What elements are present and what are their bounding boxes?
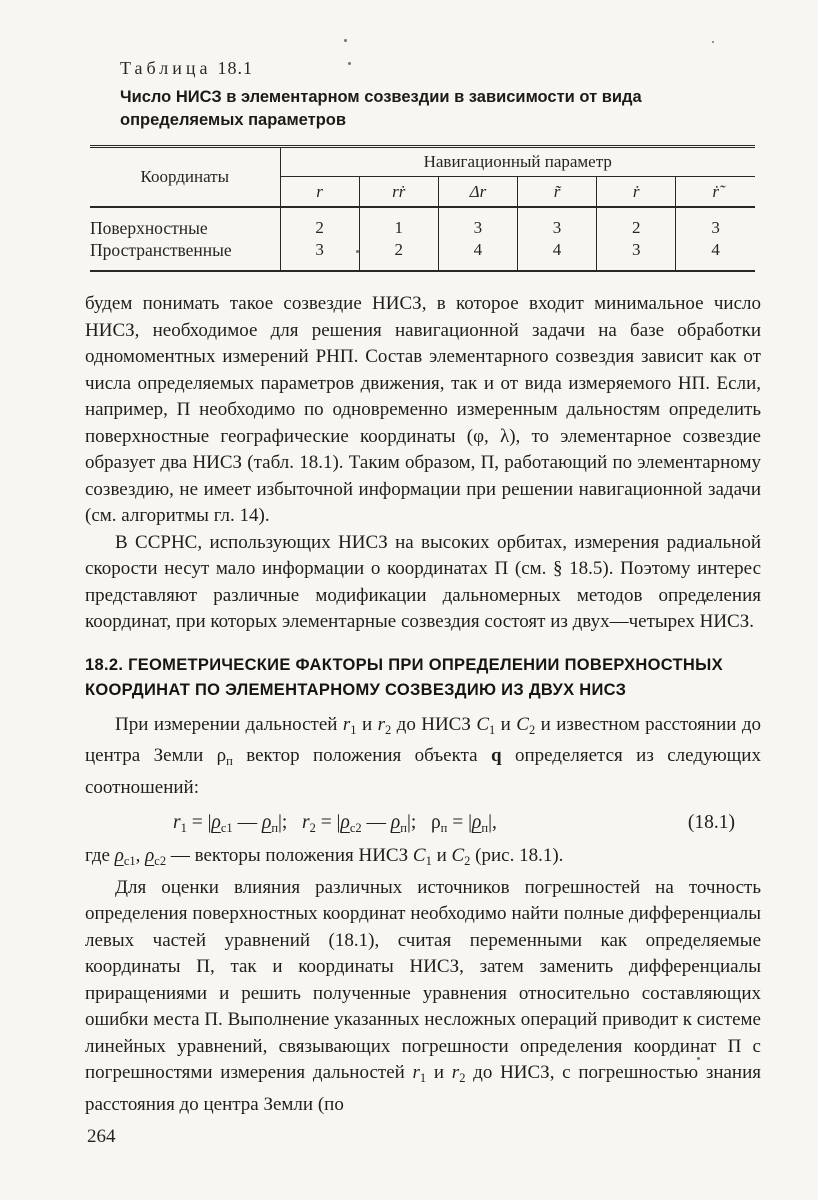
text-token: ρ: [145, 845, 155, 866]
text-token: |;: [278, 812, 302, 833]
table-18-1: [90, 145, 755, 272]
text-token: |;: [406, 812, 431, 833]
text-token: ρ: [472, 812, 482, 833]
param-column-header: rṙ: [359, 177, 438, 208]
text-token: с1: [123, 854, 136, 868]
equation-number: (18.1): [687, 812, 735, 833]
text-token: (рис. 18.1).: [470, 845, 564, 866]
table-value: 1: [359, 207, 438, 239]
section-heading-line-2: КООРДИНАТ ПО ЭЛЕМЕНТАРНОМУ СОЗВЕЗДИЮ ИЗ ДВУХ НИСЗ: [85, 680, 627, 699]
text-token: п: [226, 754, 233, 768]
table-value: 4: [517, 239, 596, 271]
scan-speck: [712, 41, 714, 43]
text-token: r: [377, 713, 385, 735]
param-column-header: r: [280, 177, 359, 208]
table-label: [120, 58, 761, 79]
paragraph-3: [85, 712, 761, 802]
table-label-number: 18.1: [217, 58, 253, 78]
text-token: 1: [180, 821, 187, 835]
text-token: ρ: [211, 812, 221, 833]
text-token: ρ: [390, 812, 401, 833]
text-token: и: [356, 713, 378, 735]
text-token: r: [342, 713, 351, 735]
text-token: C: [476, 713, 489, 735]
text-token: 2: [309, 821, 316, 835]
text-token: Для оценки влияния различных источников погрешностей на точность определения поверхностных координат необходимо найти полные дифференциалы левых частей уравнений (18.1), считая переменными как определяемые координаты П, так и координаты НИСЗ, затем заменить дифференциалы приращениями и решить полученные уравнения относительно составляющих ошибки места П. Выполнение указанных несложных операций приводит к системе линейных уравнений, связывающих погрешности определения координат П с погрешностями измерения дальностей: [85, 876, 761, 1083]
section-heading-18-2: [85, 653, 761, 703]
text-token: с2: [349, 821, 362, 835]
text-token: 1: [425, 854, 432, 868]
table-value: 3: [597, 239, 676, 271]
scan-speck: [344, 39, 347, 42]
text-token: п: [400, 821, 407, 835]
param-column-header: ṙ: [597, 177, 676, 208]
param-column-header: r̃: [517, 177, 596, 208]
text-token: ,: [135, 845, 146, 866]
row-label: Пространственные: [90, 239, 280, 271]
text-token: r: [301, 812, 310, 833]
text-token: 2: [459, 1071, 466, 1085]
paragraph-1: будем понимать такое созвездие НИСЗ, в которое входит минимальное число НИСЗ, необходимое для решения навигационной задачи на базе обработки одномоментных измерений РНП. Состав элементарного созвездия зависит как от числа определяемых параметров движения, так и от вида измеряемого НП. Если, например, П необходимо по одновременно измеренным дальностям определить поверхностные географические координаты (φ, λ), то элементарное созвездие образует два НИСЗ (табл. 18.1). Таким образом, П, работающий по элементарному созвездию, не имеет избыточной информации при решении навигационной задачи (см. алгоритмы гл. 14).: [85, 293, 761, 526]
table-value: 4: [676, 239, 755, 271]
text-token: r: [412, 1062, 420, 1083]
text-token: C: [451, 845, 465, 866]
text-token: п: [481, 821, 489, 835]
paragraph-2: В ССРНС, использующих НИСЗ на высоких орбитах, измерения радиальной скорости несут мало информации о координатах П (см. § 18.5). Поэтому интерес представляют различные модификации дальномерных методов определения координат, при которых элементарные созвездия состоят из двух—четырех НИСЗ.: [85, 531, 761, 632]
table-caption: Число НИСЗ в элементарном созвездии в зависимости от вида определяемых параметров: [120, 88, 642, 129]
table-row: [90, 207, 755, 239]
row-label: Поверхностные: [90, 207, 280, 239]
table-value: 3: [676, 207, 755, 239]
table-value: 3: [438, 207, 517, 239]
formula-expression: [173, 812, 497, 836]
table-value: 3: [517, 207, 596, 239]
text-token: п: [440, 821, 448, 835]
section-heading-line-1: 18.2. ГЕОМЕТРИЧЕСКИЕ ФАКТОРЫ ПРИ ОПРЕДЕЛЕНИИ ПОВЕРХНОСТНЫХ: [85, 655, 723, 674]
text-token: ρ: [340, 812, 350, 833]
text-token: 2: [528, 722, 536, 737]
text-token: с1: [220, 821, 233, 835]
text-token: q: [490, 745, 502, 766]
text-token: до НИСЗ, с погрешностью знания расстояния до центра Земли (по: [85, 1062, 761, 1115]
text-token: При измерении дальностей: [115, 713, 343, 735]
text-token: — векторы положения НИСЗ: [166, 845, 413, 866]
text-token: —: [232, 812, 262, 833]
text-token: до НИСЗ: [391, 713, 477, 735]
text-token: вектор положения объекта: [232, 745, 491, 766]
text-token: и: [426, 1062, 452, 1083]
text-token: 1: [419, 1071, 427, 1085]
table-row: [90, 239, 755, 271]
text-token: с2: [154, 854, 167, 868]
table-value: 4: [438, 239, 517, 271]
text-token: ρ: [430, 812, 441, 833]
text-token: 1: [350, 722, 357, 737]
paragraph-4: [85, 843, 761, 875]
text-token: п: [271, 821, 279, 835]
text-token: |,: [488, 812, 497, 833]
formula-18-1: [85, 812, 761, 836]
text-token: 1: [489, 722, 496, 737]
text-token: = |: [186, 812, 212, 833]
table-value: 2: [359, 239, 438, 271]
text-token: определяется из следующих соотношений:: [85, 745, 761, 798]
column-group-header-nav-param: Навигационный параметр: [280, 147, 755, 177]
text-token: C: [516, 713, 529, 735]
text-token: = |: [447, 812, 473, 833]
text-token: где: [85, 845, 115, 866]
text-token: и известном расстоянии до центра Земли: [85, 713, 762, 766]
text-token: ρ: [216, 745, 227, 766]
text-token: r: [173, 812, 181, 833]
text-token: ρ: [114, 845, 124, 866]
page-number: 264: [87, 1126, 116, 1147]
table-value: 2: [597, 207, 676, 239]
table-value: 2: [280, 207, 359, 239]
table-label-word: Таблица: [120, 58, 212, 78]
table-body: [90, 207, 755, 271]
text-token: и: [431, 845, 452, 866]
param-column-header: Δr: [438, 177, 517, 208]
table-value: 3: [280, 239, 359, 271]
text-token: = |: [315, 812, 341, 833]
text-token: 2: [384, 722, 392, 737]
param-column-header: ṙ̃: [676, 177, 755, 208]
text-token: ρ: [261, 812, 272, 833]
text-token: и: [495, 713, 517, 735]
table-header-row-1: [90, 147, 755, 177]
column-header-coordinates: Координаты: [90, 147, 280, 208]
text-token: r: [451, 1062, 460, 1083]
page-content: [85, 58, 761, 1118]
paragraph-5: [85, 875, 761, 1119]
text-token: 2: [464, 854, 471, 868]
text-token: —: [361, 812, 391, 833]
text-token: C: [412, 845, 426, 866]
